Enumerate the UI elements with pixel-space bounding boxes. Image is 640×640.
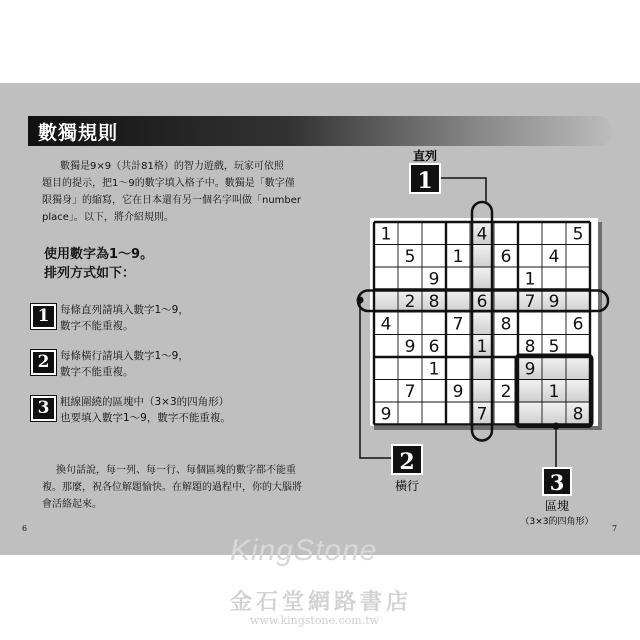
shaded-cell (566, 357, 590, 380)
sudoku-cell: 7 (524, 291, 536, 312)
sudoku-cell: 1 (476, 336, 488, 357)
intro-line: 數獨是9×9（共計81格）的智力遊戲，玩家可依照 (60, 161, 284, 172)
watermark-logo: KingStone (230, 534, 378, 567)
rule-number-badge: 3 (31, 396, 56, 421)
block-callout (521, 468, 594, 527)
sudoku-cell: 9 (452, 381, 464, 402)
lead-line: 使用數字為1～9。 (44, 247, 154, 262)
row-callout (392, 445, 422, 493)
shaded-cell (542, 357, 566, 380)
shaded-cell (470, 312, 494, 335)
shaded-cell (566, 290, 590, 313)
rule-line: 每條直列請填入數字1～9， (60, 304, 189, 316)
rule-number-badge: 1 (31, 304, 56, 329)
row-callout-number: 2 (399, 449, 415, 475)
sudoku-cell: 1 (428, 359, 440, 380)
sudoku-cell: 6 (572, 314, 584, 335)
watermark-store-name: 金石堂網路書店 (230, 589, 413, 615)
rule-line: 也要填入數字1～9，數字不能重複。 (60, 412, 231, 424)
rule-number-badge: 2 (31, 350, 56, 375)
page-number-right: 7 (612, 524, 618, 533)
sudoku-cell: 8 (524, 336, 536, 357)
watermark-url: www.kingstone.com.tw (250, 614, 380, 627)
intro-line: 題目的提示，把1～9的數字填入格子中。數獨是「數字僅 (42, 178, 295, 189)
lead-line: 排列方式如下： (44, 266, 136, 281)
row-leader-dot (357, 297, 364, 304)
shaded-cell (566, 380, 590, 403)
sudoku-cell: 9 (380, 404, 392, 425)
sudoku-cell: 4 (476, 224, 488, 245)
closing-line: 複。那麼，祝各位解題愉快。在解題的過程中，你的大腦將 (42, 482, 302, 493)
sudoku-cell: 2 (500, 381, 512, 402)
sudoku-cell: 6 (428, 336, 440, 357)
sudoku-cell: 1 (452, 246, 464, 267)
intro-line: place」。以下，將介紹規則。 (42, 212, 174, 223)
sudoku-cell: 6 (476, 291, 488, 312)
page-number-left: 6 (22, 524, 28, 533)
block-callout-sublabel: （3×3的四角形） (520, 517, 594, 527)
rule-line: 數字不能重複。 (60, 320, 134, 332)
shaded-cell (494, 290, 518, 313)
shaded-cell (518, 402, 542, 425)
sudoku-cell: 7 (476, 404, 488, 425)
sudoku-cell: 9 (404, 336, 416, 357)
block-callout-label: 區塊 (544, 499, 570, 513)
rule-line: 數字不能重複。 (60, 366, 134, 378)
shaded-cell (374, 290, 398, 313)
sudoku-cell: 1 (380, 224, 392, 245)
shaded-cell (446, 290, 470, 313)
page-title: 數獨規則 (38, 122, 119, 144)
shaded-cell (542, 402, 566, 425)
shaded-cell (470, 245, 494, 268)
column-callout (410, 148, 440, 194)
sudoku-cell: 4 (380, 314, 392, 335)
closing-line: 會活絡起來。 (42, 499, 102, 510)
block-leader-dot (553, 423, 560, 430)
sudoku-cell: 8 (500, 314, 512, 335)
sudoku-cell: 9 (548, 291, 560, 312)
rule-line: 每條橫行請填入數字1～9， (60, 350, 189, 362)
rule-line: 粗線圍繞的區塊中（3×3的四角形） (60, 396, 230, 408)
sudoku-cell: 7 (404, 381, 416, 402)
sudoku-cell: 1 (548, 381, 560, 402)
sudoku-cell: 9 (428, 269, 440, 290)
shaded-cell (518, 380, 542, 403)
sudoku-cell: 5 (404, 246, 416, 267)
sudoku-cell: 8 (572, 404, 584, 425)
closing-line: 換句話說，每一列、每一行、每個區塊的數字都不能重 (56, 465, 296, 476)
sudoku-cell: 7 (452, 314, 464, 335)
sudoku-cell: 4 (548, 246, 560, 267)
sudoku-cell: 1 (524, 269, 536, 290)
block-callout-number: 3 (549, 470, 565, 495)
shaded-cell (470, 357, 494, 380)
shaded-cell (470, 380, 494, 403)
sudoku-cell: 2 (404, 291, 416, 312)
column-callout-label: 直列 (412, 149, 438, 163)
sudoku-cell: 9 (524, 359, 536, 380)
shaded-cell (470, 267, 494, 290)
sudoku-cell: 6 (500, 246, 512, 267)
sudoku-cell: 5 (572, 224, 584, 245)
sudoku-cell: 8 (428, 291, 440, 312)
sudoku-cell: 5 (548, 336, 560, 357)
column-callout-number: 1 (417, 168, 433, 194)
row-callout-label: 橫行 (394, 479, 420, 493)
intro-line: 限獨身」的縮寫，它在日本還有另一個名字叫做「number (42, 195, 302, 206)
